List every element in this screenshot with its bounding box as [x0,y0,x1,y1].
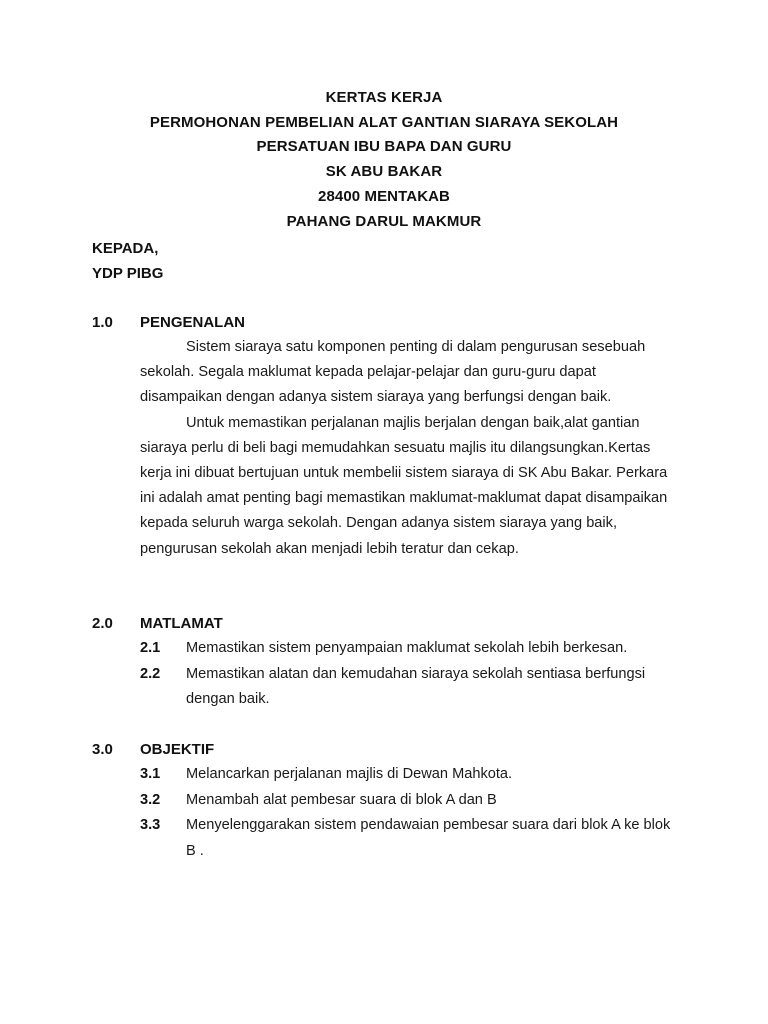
list-item [92,662,682,713]
section-number: 2.0 [92,615,113,632]
section-introduction [92,310,682,562]
section-heading [92,310,682,335]
section-number: 1.0 [92,314,113,331]
section-number: 3.0 [92,741,113,758]
recipient: YDP PIBG [92,265,164,282]
item-number: 3.1 [140,766,161,782]
title-line: PAHANG DARUL MAKMUR [286,212,482,230]
section-heading [92,737,682,762]
section-title: MATLAMAT [140,615,223,632]
item-text: Memastikan alatan dan kemudahan siaraya sekolah sentiasa berfungsi dengan baik. [186,665,646,707]
title-line: PERSATUAN IBU BAPA DAN GURU [256,138,512,156]
item-text: Melancarkan perjalanan majlis di Dewan Mahkota. [186,766,513,782]
item-text: Menyelenggarakan sistem pendawaian pembesar suara dari blok A ke blok B . [186,817,671,859]
list-item [92,636,682,662]
list-item [92,813,682,864]
item-number: 2.1 [140,640,161,656]
section-body [140,335,676,562]
section-heading [92,611,682,636]
item-number: 2.2 [140,665,161,682]
title-line: PERMOHONAN PEMBELIAN ALAT GANTIAN SIARAYA SEKOLAH [149,113,619,131]
list-item [92,788,682,814]
section-title: PENGENALAN [140,314,246,331]
item-number: 3.3 [140,817,161,833]
section-objectives [92,737,682,864]
item-text: Menambah alat pembesar suara di blok A dan B [186,791,497,808]
title-line: SK ABU BAKAR [325,163,443,181]
paragraph: Sistem siaraya satu komponen penting di dalam pengurusan sesebuah sekolah. Segala maklumat kepada pelajar-pelajar dan guru-guru dapat disampaikan dengan adanya sistem siaraya yang berfungsi dengan baik. [140,339,646,406]
title-line: 28400 MENTAKAB [318,187,450,205]
addressee-block [92,236,163,286]
paragraph: Untuk memastikan perjalanan majlis berjalan dengan baik,alat gantian siaraya perlu di beli bagi memudahkan sesuatu majlis itu dilangsungkan.Kertas kerja ini dibuat bertujuan untuk membelii sistem siaraya di SK Abu Bakar. Perkara ini adalah amat penting bagi memastikan maklumat-maklumat dapat disampaikan kepada seluruh warga sekolah. Dengan adanya sistem siaraya yang baik, pengurusan sekolah akan menjadi lebih teratur dan cekap. [140,414,668,557]
title-line: KERTAS KERJA [325,89,443,106]
item-number: 3.2 [140,791,161,808]
item-text: Memastikan sistem penyampaian maklumat sekolah lebih berkesan. [186,640,628,656]
section-goals [92,611,682,713]
list-item [92,762,682,788]
to-label: KEPADA, [92,240,159,257]
section-title: OBJEKTIF [140,741,215,758]
document-title-block [0,86,768,234]
